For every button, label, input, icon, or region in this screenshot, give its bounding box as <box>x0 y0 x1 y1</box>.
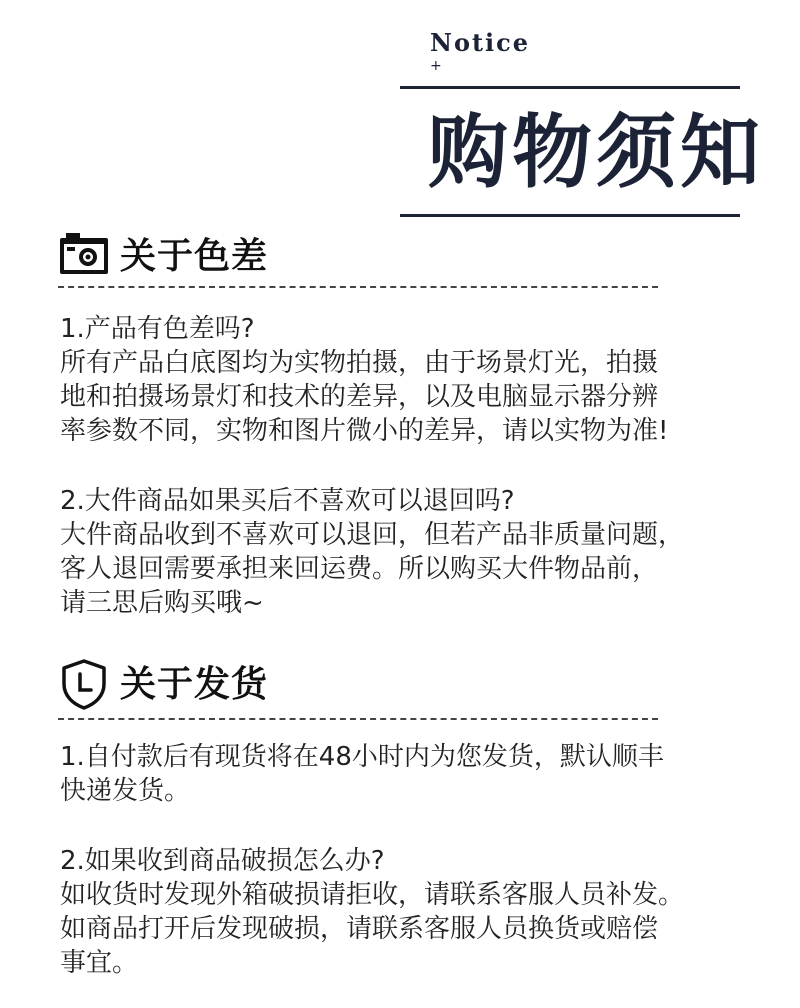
section-header-color <box>58 228 268 279</box>
notice-heading: Notice <box>430 28 531 57</box>
paragraph <box>60 312 760 448</box>
paragraph-heading: 2.大件商品如果买后不喜欢可以退回吗? <box>60 486 515 516</box>
title-top-rule <box>400 86 740 89</box>
paragraph-heading: 1.产品有色差吗? <box>60 314 255 344</box>
paragraph <box>60 844 760 980</box>
section-title: 关于色差 <box>120 236 269 277</box>
section-title: 关于发货 <box>120 664 269 705</box>
paragraph-line: 地和拍摄场景灯和技术的差异，以及电脑显示器分辨 <box>60 382 659 412</box>
paragraph-heading: 1.自付款后有现货将在48小时内为您发货，默认顺丰 <box>60 742 664 772</box>
paragraph-line: 如收货时发现外箱破损请拒收，请联系客服人员补发。 <box>60 880 685 910</box>
paragraph-line: 客人退回需要承担来回运费。所以购买大件物品前， <box>60 554 659 584</box>
paragraph-line: 请三思后购买哦~ <box>60 588 264 618</box>
section-divider <box>58 286 658 288</box>
plus-mark: + <box>430 58 442 74</box>
paragraph-heading: 2.如果收到商品破损怎么办? <box>60 846 385 876</box>
camera-icon <box>58 230 110 278</box>
paragraph <box>60 740 760 808</box>
section-divider <box>58 718 658 720</box>
paragraph-line: 快递发货。 <box>60 776 191 806</box>
paragraph-line: 如商品打开后发现破损，请联系客服人员换货或赔偿 <box>60 914 659 944</box>
section-header-shipping <box>58 656 268 707</box>
page-title: 购物须知 <box>428 105 764 199</box>
paragraph-line: 所有产品白底图均为实物拍摄，由于场景灯光，拍摄 <box>60 348 659 378</box>
paragraph <box>60 484 760 620</box>
title-bottom-rule <box>400 214 740 217</box>
paragraph-line: 事宜。 <box>60 948 139 978</box>
paragraph-line: 大件商品收到不喜欢可以退回，但若产品非质量问题， <box>60 520 685 550</box>
paragraph-line: 率参数不同，实物和图片微小的差异，请以实物为准! <box>60 416 669 446</box>
shield-clock-icon <box>58 658 110 706</box>
